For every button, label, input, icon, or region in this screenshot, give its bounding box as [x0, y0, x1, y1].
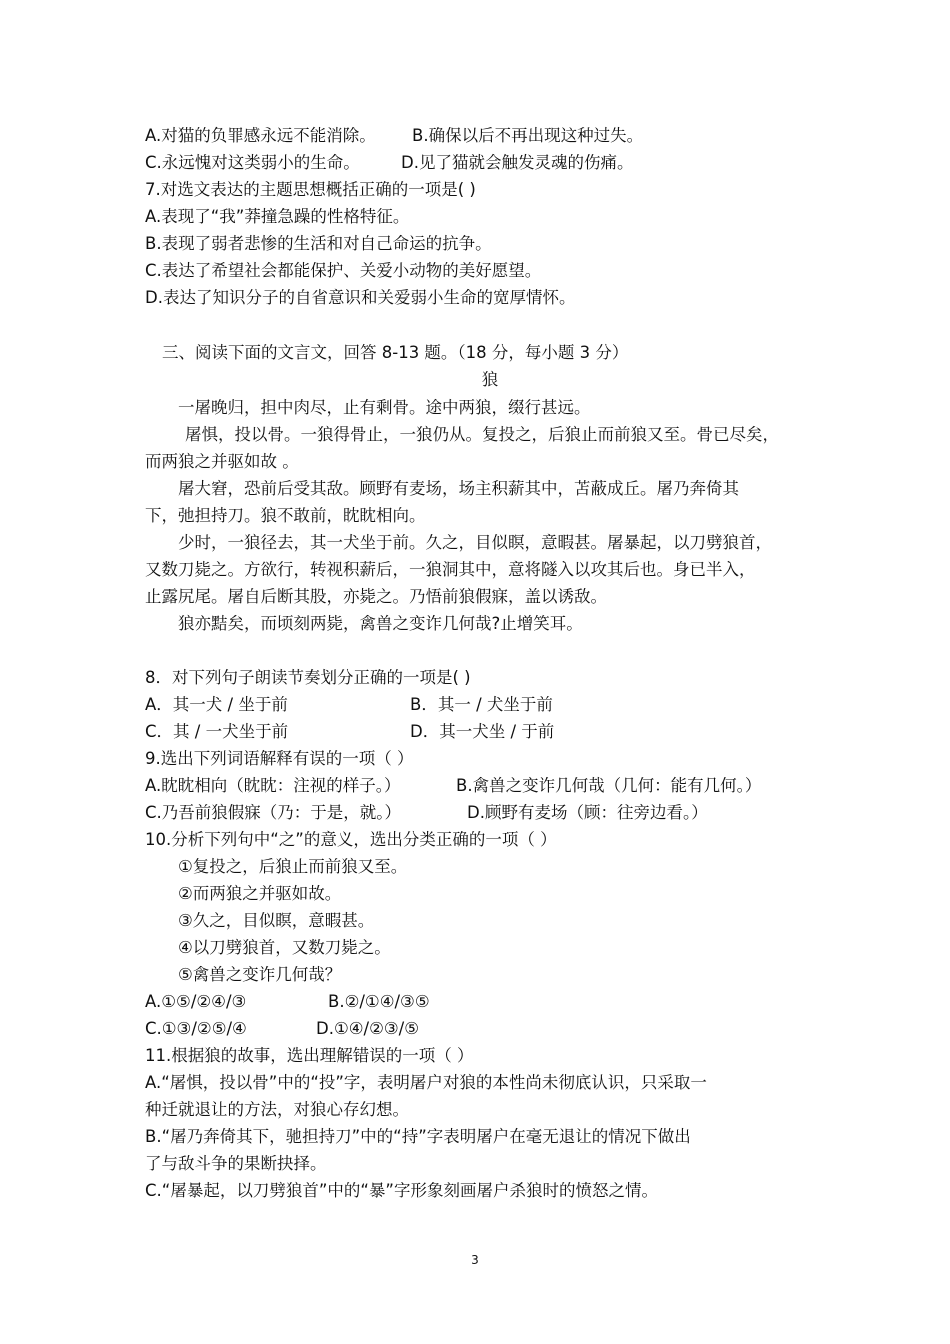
- passage-para-3-line-2: 下，弛担持刀。狼不敢前，眈眈相向。: [145, 506, 426, 525]
- page-number: 3: [471, 1253, 479, 1267]
- q8-options-row-1: [145, 693, 553, 717]
- q10-item-2: ②而两狼之并驱如故。: [178, 884, 342, 903]
- q10-item-3: ③久之，目似瞑，意暇甚。: [178, 911, 375, 930]
- q10-options-row-1: [145, 990, 430, 1014]
- q8-option-a[interactable]: A．其一犬 / 坐于前: [145, 695, 288, 714]
- q9-option-b[interactable]: B.禽兽之变诈几何哉（几何：能有几何。）: [456, 776, 762, 795]
- q8-option-d[interactable]: D．其一犬坐 / 于前: [410, 722, 555, 741]
- q11-option-a-line-2[interactable]: 种迁就退让的方法，对狼心存幻想。: [145, 1100, 409, 1119]
- section3-heading: 三、阅读下面的文言文，回答 8-13 题。（18 分，每小题 3 分）: [162, 343, 629, 362]
- q11-option-c[interactable]: C.“屠暴起，以刀劈狼首”中的“暴”字形象刻画屠户杀狼时的愤怒之情。: [145, 1181, 658, 1200]
- q11-option-b-line-1[interactable]: B.“屠乃奔倚其下，驰担持刀”中的“持”字表明屠户在毫无退让的情况下做出: [145, 1127, 691, 1146]
- q10-item-5: ⑤禽兽之变诈几何哉？: [178, 965, 342, 984]
- passage-para-4-line-3: 止露尻尾。屠自后断其股，亦毙之。乃悟前狼假寐，盖以诱敌。: [145, 587, 607, 606]
- q6-option-d[interactable]: D.见了猫就会触发灵魂的伤痛。: [401, 153, 634, 172]
- q10-item-1: ①复投之，后狼止而前狼又至。: [178, 857, 408, 876]
- q7-option-c[interactable]: C.表达了希望社会都能保护、关爱小动物的美好愿望。: [145, 261, 542, 280]
- q7-stem: 7.对选文表达的主题思想概括正确的一项是( ): [145, 180, 476, 199]
- q9-option-d[interactable]: D.顾野有麦场（顾：往旁边看。）: [467, 803, 708, 822]
- q7-option-d[interactable]: D.表达了知识分子的自省意识和关爱弱小生命的宽厚情怀。: [145, 288, 576, 307]
- q10-option-c[interactable]: C.①③/②⑤/④: [145, 1019, 247, 1038]
- q10-option-d[interactable]: D.①④/②③/⑤: [316, 1019, 420, 1038]
- q8-options-row-2: [145, 720, 555, 744]
- q7-option-a[interactable]: A.表现了“我”莽撞急躁的性格特征。: [145, 207, 410, 226]
- q10-options-row-2: [145, 1017, 420, 1041]
- q10-option-a[interactable]: A.①⑤/②④/③: [145, 992, 247, 1011]
- q6-options-row-1: [145, 124, 644, 148]
- passage-para-2-line-1: 屠惧，投以骨。一狼得骨止，一狼仍从。复投之，后狼止而前狼又至。骨已尽矣，: [185, 425, 779, 444]
- q11-option-a-line-1[interactable]: A.“屠惧，投以骨”中的“投”字，表明屠户对狼的本性尚未彻底认识，只采取一: [145, 1073, 707, 1092]
- q9-stem: 9.选出下列词语解释有误的一项（ ）: [145, 749, 414, 768]
- passage-title: 狼: [481, 370, 499, 389]
- q8-option-b[interactable]: B．其一 / 犬坐于前: [410, 695, 553, 714]
- q9-option-c[interactable]: C.乃吾前狼假寐（乃：于是，就。）: [145, 803, 402, 822]
- q11-stem: 11.根据狼的故事，选出理解错误的一项（ ）: [145, 1046, 474, 1065]
- q7-option-b[interactable]: B.表现了弱者悲惨的生活和对自己命运的抗争。: [145, 234, 492, 253]
- passage-para-4-line-1: 少时，一狼径去，其一犬坐于前。久之，目似瞑，意暇甚。屠暴起，以刀劈狼首，: [178, 533, 772, 552]
- q8-option-c[interactable]: C．其 / 一犬坐于前: [145, 722, 289, 741]
- q11-option-b-line-2[interactable]: 了与敌斗争的果断抉择。: [145, 1154, 327, 1173]
- q8-stem: 8．对下列句子朗读节奏划分正确的一项是( ): [145, 668, 471, 687]
- passage-para-4-line-2: 又数刀毙之。方欲行，转视积薪后，一狼洞其中，意将隧入以攻其后也。身已半入，: [145, 560, 756, 579]
- q10-item-4: ④以刀劈狼首，又数刀毙之。: [178, 938, 391, 957]
- q9-option-a[interactable]: A.眈眈相向（眈眈：注视的样子。）: [145, 776, 401, 795]
- q6-option-b[interactable]: B.确保以后不再出现这种过失。: [412, 126, 644, 145]
- passage-para-3-line-1: 屠大窘，恐前后受其敌。顾野有麦场，场主积薪其中，苫蔽成丘。屠乃奔倚其: [178, 479, 739, 498]
- q9-options-row-2: [145, 801, 708, 825]
- q10-stem: 10.分析下列句中“之”的意义，选出分类正确的一项（ ）: [145, 830, 557, 849]
- q6-option-c[interactable]: C.永远愧对这类弱小的生命。: [145, 153, 360, 172]
- q10-option-b[interactable]: B.②/①④/③⑤: [328, 992, 430, 1011]
- q6-option-a[interactable]: A.对猫的负罪感永远不能消除。: [145, 126, 376, 145]
- passage-para-5: 狼亦黠矣，而顷刻两毙，禽兽之变诈几何哉?止增笑耳。: [178, 614, 583, 633]
- passage-para-1: 一屠晚归，担中肉尽，止有剩骨。途中两狼，缀行甚远。: [178, 398, 591, 417]
- q9-options-row-1: [145, 774, 762, 798]
- passage-para-2-line-2: 而两狼之并驱如故 。: [145, 452, 299, 471]
- q6-options-row-2: [145, 151, 634, 175]
